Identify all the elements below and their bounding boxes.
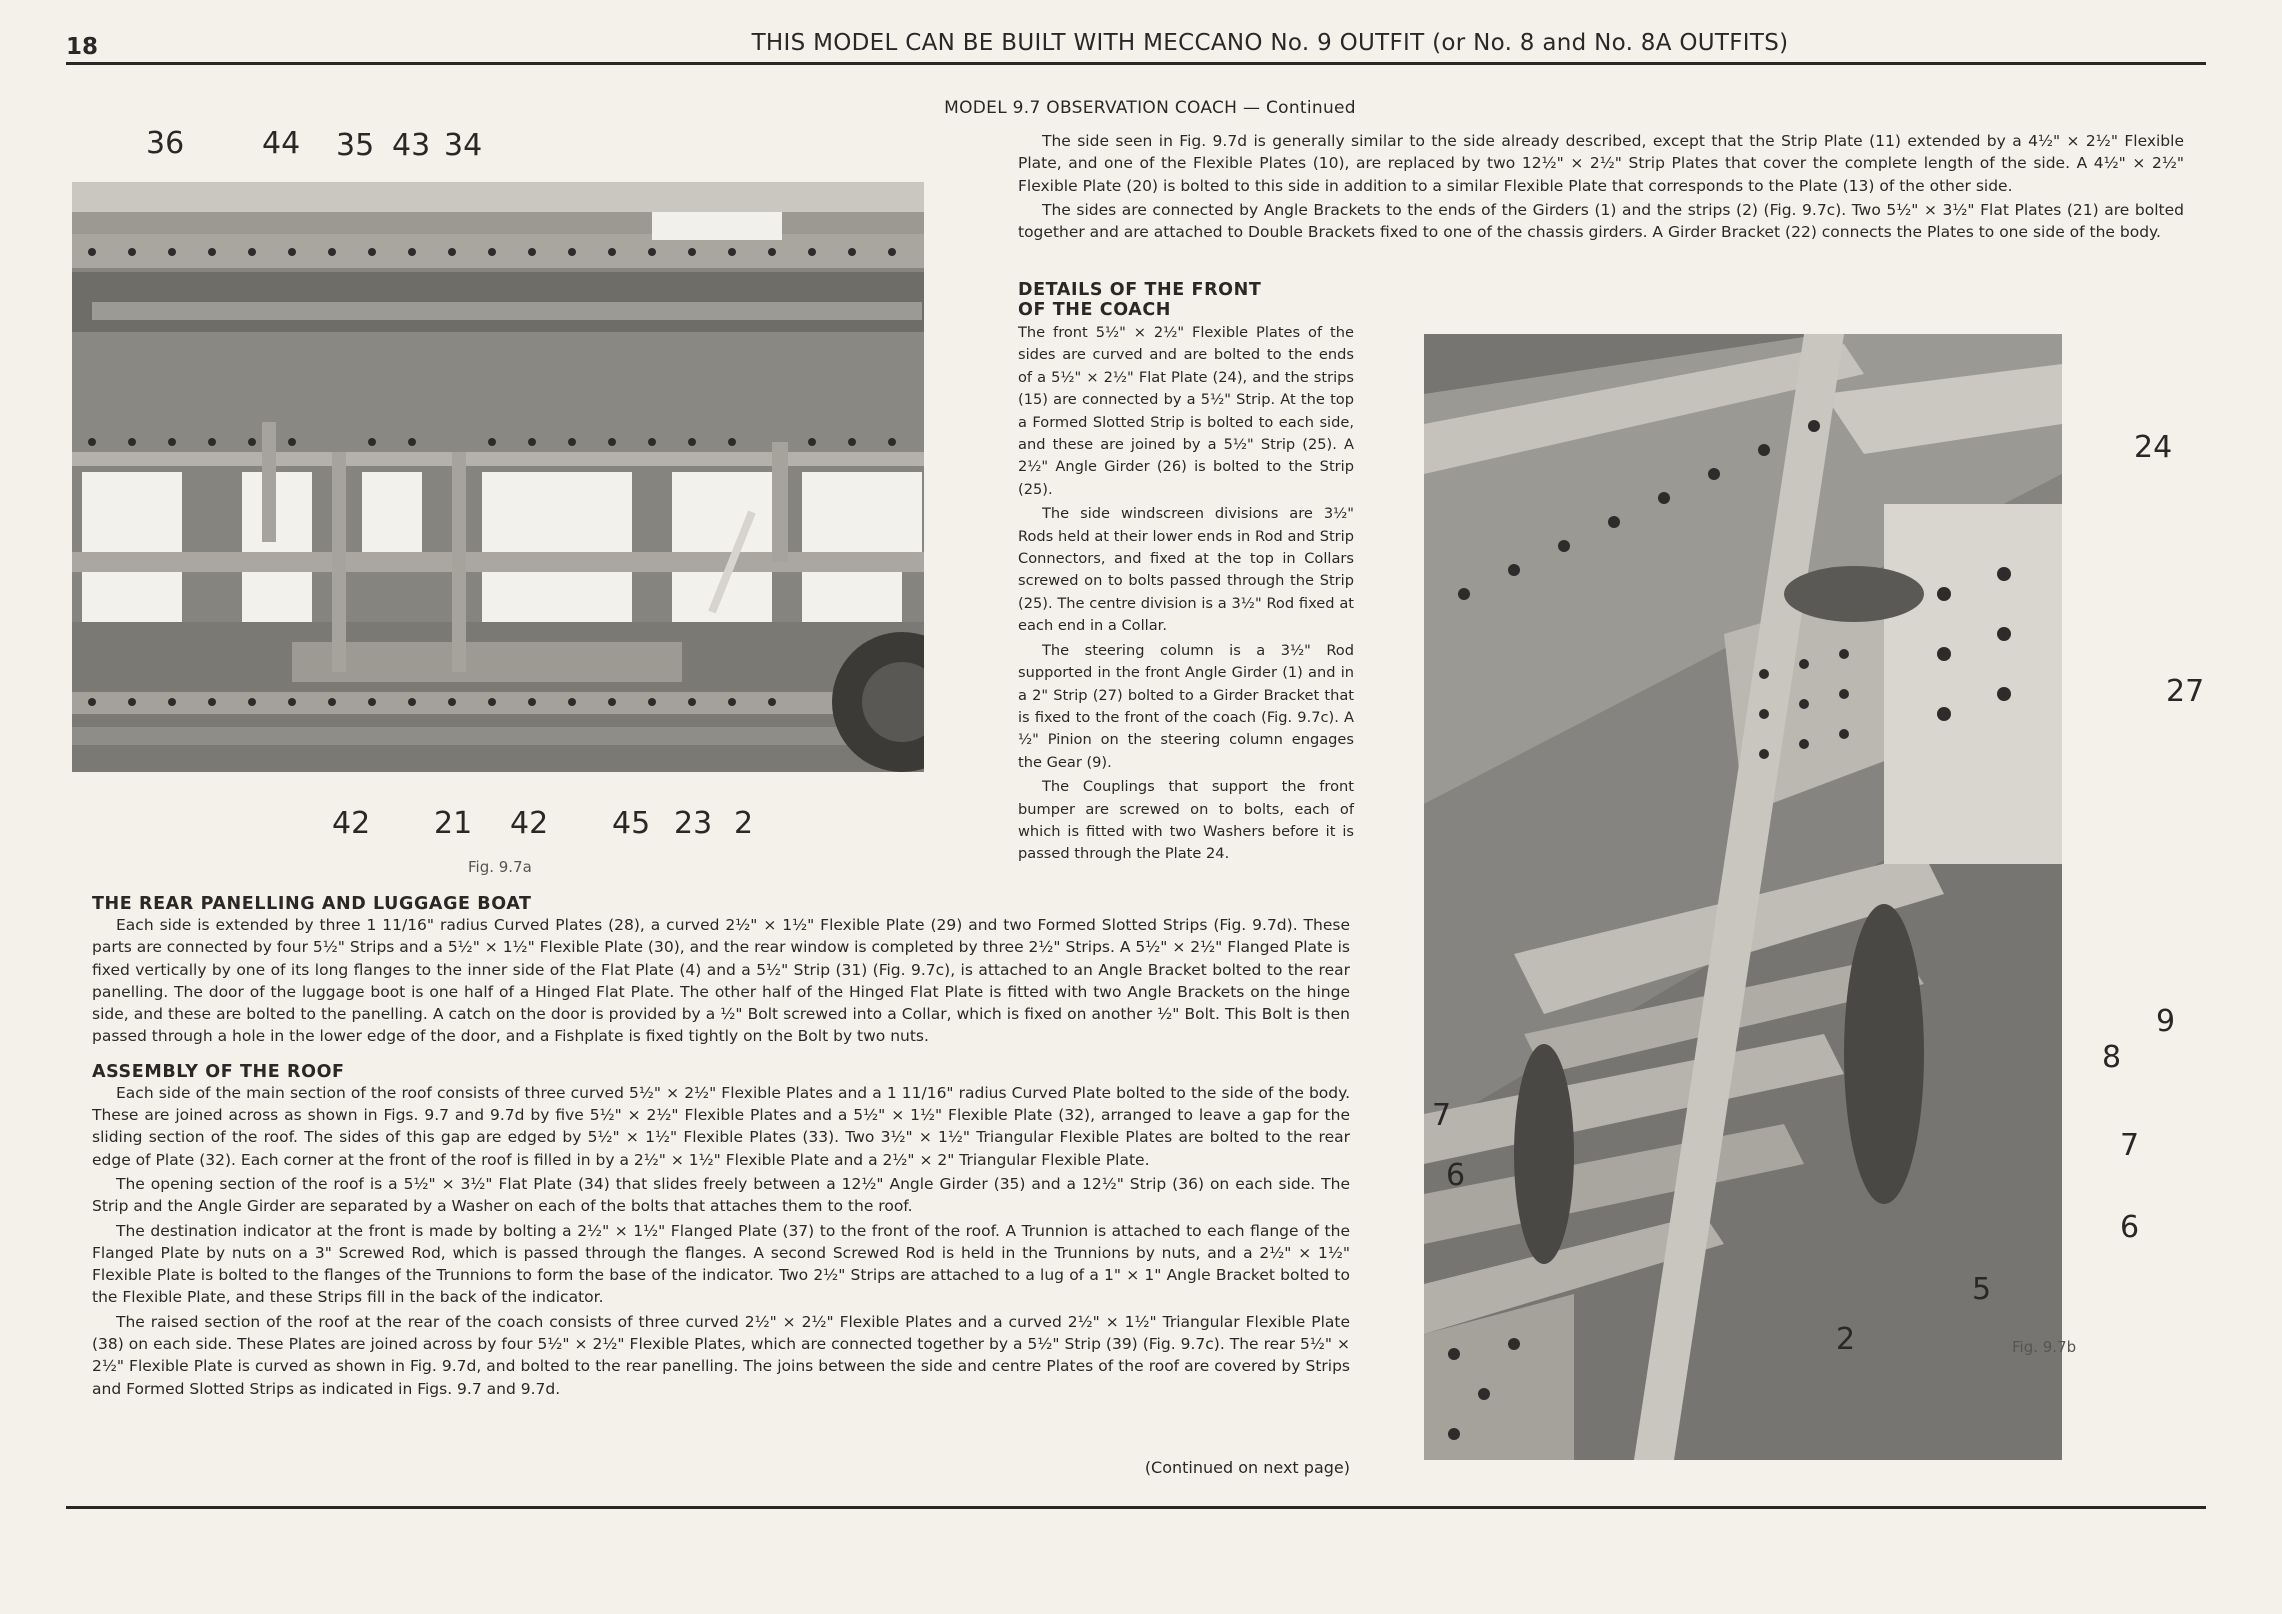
fig-a-label: 36 (146, 126, 185, 161)
footer-rule (66, 1506, 2206, 1509)
fig-b-label: 8 (2102, 1040, 2122, 1075)
fig-a-photo (72, 182, 924, 772)
fig-a-label: 23 (674, 806, 713, 841)
fig-a-label: 43 (392, 128, 431, 163)
fig-b-label: 2 (1836, 1322, 1856, 1357)
intro-paragraph: The side seen in Fig. 9.7d is generally similar to the side already described, except that the Strip Plate (11) extended by a 4½" × 2½" Flexible Plate, and one of the Flexible Plates (10), are replaced by two 12½" × 2½" Strip Plates that cover the complete length of the side. A 4½" × 2½" Flexible Plate (20) is bolted to this side in addition to a similar Flexible Plate that corresponds to the Plate (13) of the other side. (1018, 132, 2184, 195)
front-paragraph: The Couplings that support the front bumper are screwed on to bolts, each of which is fitted with two Washers before it is passed through the Plate 24. (1018, 778, 1354, 863)
fig-b-label: 7 (2120, 1128, 2140, 1163)
front-heading-line2: OF THE COACH (1018, 300, 1172, 320)
front-section (1018, 280, 1354, 868)
front-paragraph: The front 5½" × 2½" Flexible Plates of the sides are curved and are bolted to the ends of a 5½" × 2½" Flat Plate (24), and the strips (15) are connected by a 5½" Strip. At the top a Formed Slotted Strip is bolted to each side, and these are joined by a 5½" Strip (25). A 2½" Angle Girder (26) is bolted to the Strip (25). (1018, 324, 1354, 498)
fig-a-label: 45 (612, 806, 651, 841)
front-heading-line1: DETAILS OF THE FRONT (1018, 280, 1262, 300)
page-number: 18 (66, 34, 99, 60)
roof-paragraph: The raised section of the roof at the rear of the coach consists of three curved 2½" × 2½" Flexible Plates and a curved 2½" × 1½" Triangular Flexible Plate (38) on each side. These Plates are joined across by four 5½" × 2½" Flexible Plates, which are connected together by a 5½" Strip (39) (Fig. 9.7c). The rear 5½" × 2½" Flexible Plate is curved as shown in Fig. 9.7d, and bolted to the rear panelling. The joins between the side and centre Plates of the roof are covered by Strips and Formed Slotted Strips as indicated in Figs. 9.7 and 9.7d. (92, 1312, 1350, 1398)
fig-b-label: 24 (2134, 430, 2173, 465)
fig-a-label: 42 (510, 806, 549, 841)
left-text-column (92, 894, 1350, 1402)
page-header-title: THIS MODEL CAN BE BUILT WITH MECCANO No. 9 OUTFIT (or No. 8 and No. 8A OUTFITS) (751, 30, 1789, 56)
fig-b-label: 6 (2120, 1210, 2140, 1245)
model-heading: MODEL 9.7 OBSERVATION COACH — Continued (944, 98, 1356, 118)
fig-b-photo (1424, 334, 2062, 1460)
fig-a-label: 2 (734, 806, 754, 841)
fig-b-caption: Fig. 9.7b (2012, 1338, 2077, 1356)
front-paragraph: The side windscreen divisions are 3½" Rods held at their lower ends in Rod and Strip Connectors, and fixed at the top in Collars screwed on to bolts passed through the Strip (25). The centre division is a 3½" Rod fixed at each end in a Collar. (1018, 505, 1354, 635)
fig-b-label: 27 (2166, 674, 2205, 709)
continued-note: (Continued on next page) (1144, 1458, 1350, 1477)
fig-b-label: 9 (2156, 1004, 2176, 1039)
fig-a-label: 42 (332, 806, 371, 841)
fig-b-label: 7 (1432, 1098, 1452, 1133)
fig-a-caption: Fig. 9.7a (468, 858, 532, 876)
intro-paragraph: The sides are connected by Angle Brackets to the ends of the Girders (1) and the strips (2) (Fig. 9.7c). Two 5½" × 3½" Flat Plates (21) are bolted together and are attached to Double Brackets fixed to one of the chassis girders. A Girder Bracket (22) connects the Plates to one side of the body. (1018, 200, 2184, 242)
roof-paragraph: The destination indicator at the front is made by bolting a 2½" × 1½" Flanged Plate (37) to the front of the roof. A Trunnion is attached to each flange of the Flanged Plate by nuts on a 3" Screwed Rod, which is passed through the flanges. A second Screwed Rod is held in the Trunnions by nuts, and a 2½" × 1½" Flexible Plate is bolted to the flanges of the Trunnions to form the base of the indicator. Two 2½" Strips are attached to a lug of a 1" × 1" Angle Bracket bolted to the Flexible Plate, and these Strips fill in the back of the indicator. (92, 1221, 1350, 1307)
roof-paragraph: The opening section of the roof is a 5½" × 3½" Flat Plate (34) that slides freely between a 12½" Angle Girder (35) and a 12½" Strip (36) on each side. The Strip and the Angle Girder are separated by a Washer on each of the bolts that attaches them to the roof. (92, 1174, 1350, 1216)
front-paragraph: The steering column is a 3½" Rod supported in the front Angle Girder (1) and in a 2" Strip (27) bolted to a Girder Bracket that is fixed to the front of the coach (Fig. 9.7c). A ½" Pinion on the steering column engages the Gear (9). (1018, 641, 1354, 771)
intro-text (1018, 130, 2184, 245)
roof-paragraph: Each side of the main section of the roof consists of three curved 5½" × 2½" Flexible Plates and a 1 11/16" radius Curved Plate bolted to the side of the body. These are joined across as shown in Figs. 9.7 and 9.7d by five 5½" × 2½" Flexible Plates and a 5½" × 1½" Flexible Plate (32), arranged to leave a gap for the sliding section of the roof. The sides of this gap are edged by 5½" × 1½" Flexible Plates (33). Two 3½" × 1½" Triangular Flexible Plates are bolted to the rear edge of Plate (32). Each corner at the front of the roof is filled in by a 2½" × 1½" Flexible Plate and a 2½" × 2" Triangular Flexible Plate. (92, 1083, 1350, 1169)
rear-paragraph: Each side is extended by three 1 11/16" radius Curved Plates (28), a curved 2½" × 1½" Flexible Plate (29) and two Formed Slotted Strips (Fig. 9.7d). These parts are connected by four 5½" Strips and a 5½" × 1½" Flexible Plate (30), and the rear window is completed by three 2½" Strips. A 5½" × 2½" Flanged Plate is fixed vertically by one of its long flanges to the inner side of the Flat Plate (4) and a 5½" Strip (31) (Fig. 9.7c), is attached to an Angle Bracket bolted to the rear panelling. The door of the luggage boot is one half of a Hinged Flat Plate. The other half of the Hinged Flat Plate is fitted with two Angle Brackets on the hinge side, and these are bolted to the panelling. A catch on the door is provided by a ½" Bolt screwed into a Collar, which is fixed on another ½" Bolt. This Bolt is then passed through a hole in the lower edge of the door, and a Fishplate is fixed tightly on the Bolt by two nuts. (92, 916, 1350, 1046)
fig-a-label: 35 (336, 128, 375, 163)
fig-b-label: 5 (1972, 1272, 1992, 1307)
fig-a-label: 21 (434, 806, 473, 841)
rear-heading: THE REAR PANELLING AND LUGGAGE BOAT (92, 894, 532, 914)
fig-a-label: 34 (444, 128, 483, 163)
fig-b-label: 6 (1446, 1158, 1466, 1193)
roof-heading: ASSEMBLY OF THE ROOF (92, 1061, 345, 1082)
fig-a-label: 44 (262, 126, 301, 161)
header-rule (66, 62, 2206, 65)
